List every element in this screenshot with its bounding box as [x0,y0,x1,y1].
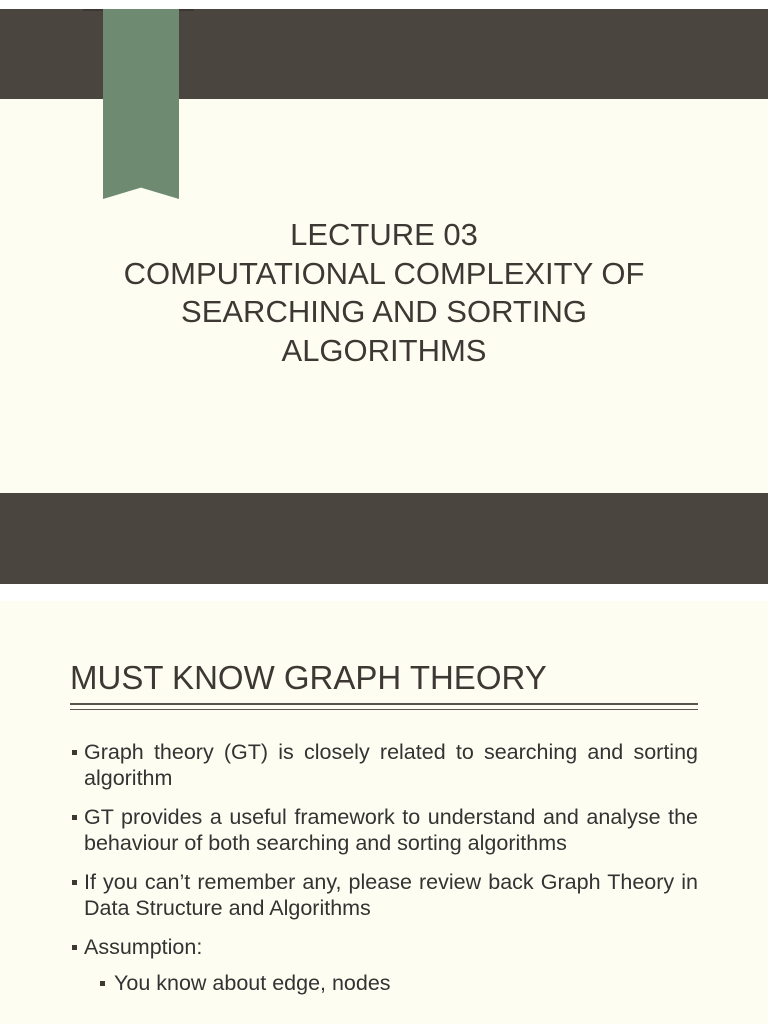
content-slide [0,601,768,1024]
bullet-list [70,740,698,996]
ribbon-bookmark-decoration [103,9,179,199]
heading-divider [70,703,698,705]
square-bullet-icon [100,981,105,986]
title-line: SEARCHING AND SORTING [181,294,587,329]
title-slide [0,9,768,584]
list-item-text: GT provides a useful framework to understand and analyse the behaviour of both searching and sorting algorithms [84,805,698,855]
list-item-text: Graph theory (GT) is closely related to searching and sorting algorithm [84,740,698,790]
list-item [70,805,698,856]
list-item [70,870,698,921]
square-bullet-icon [72,750,77,755]
title-line: LECTURE 03 [290,217,478,252]
sub-list-item [70,971,698,997]
list-item [70,935,698,961]
title-line: ALGORITHMS [281,332,487,368]
square-bullet-icon [72,945,77,950]
sub-list-item-text: You know about edge, nodes [114,970,391,995]
list-item-text: If you can’t remember any, please review back Graph Theory in Data Structure and Algorithms [84,870,698,920]
slide-heading: MUST KNOW GRAPH THEORY [70,659,547,696]
list-item-text: Assumption: [84,935,203,959]
list-item [70,740,698,791]
square-bullet-icon [72,815,77,820]
heading-divider-thin [70,709,698,710]
square-bullet-icon [72,880,77,885]
title-line: COMPUTATIONAL COMPLEXITY OF [123,255,645,291]
bottom-band [0,493,768,584]
slide-title [40,216,728,370]
